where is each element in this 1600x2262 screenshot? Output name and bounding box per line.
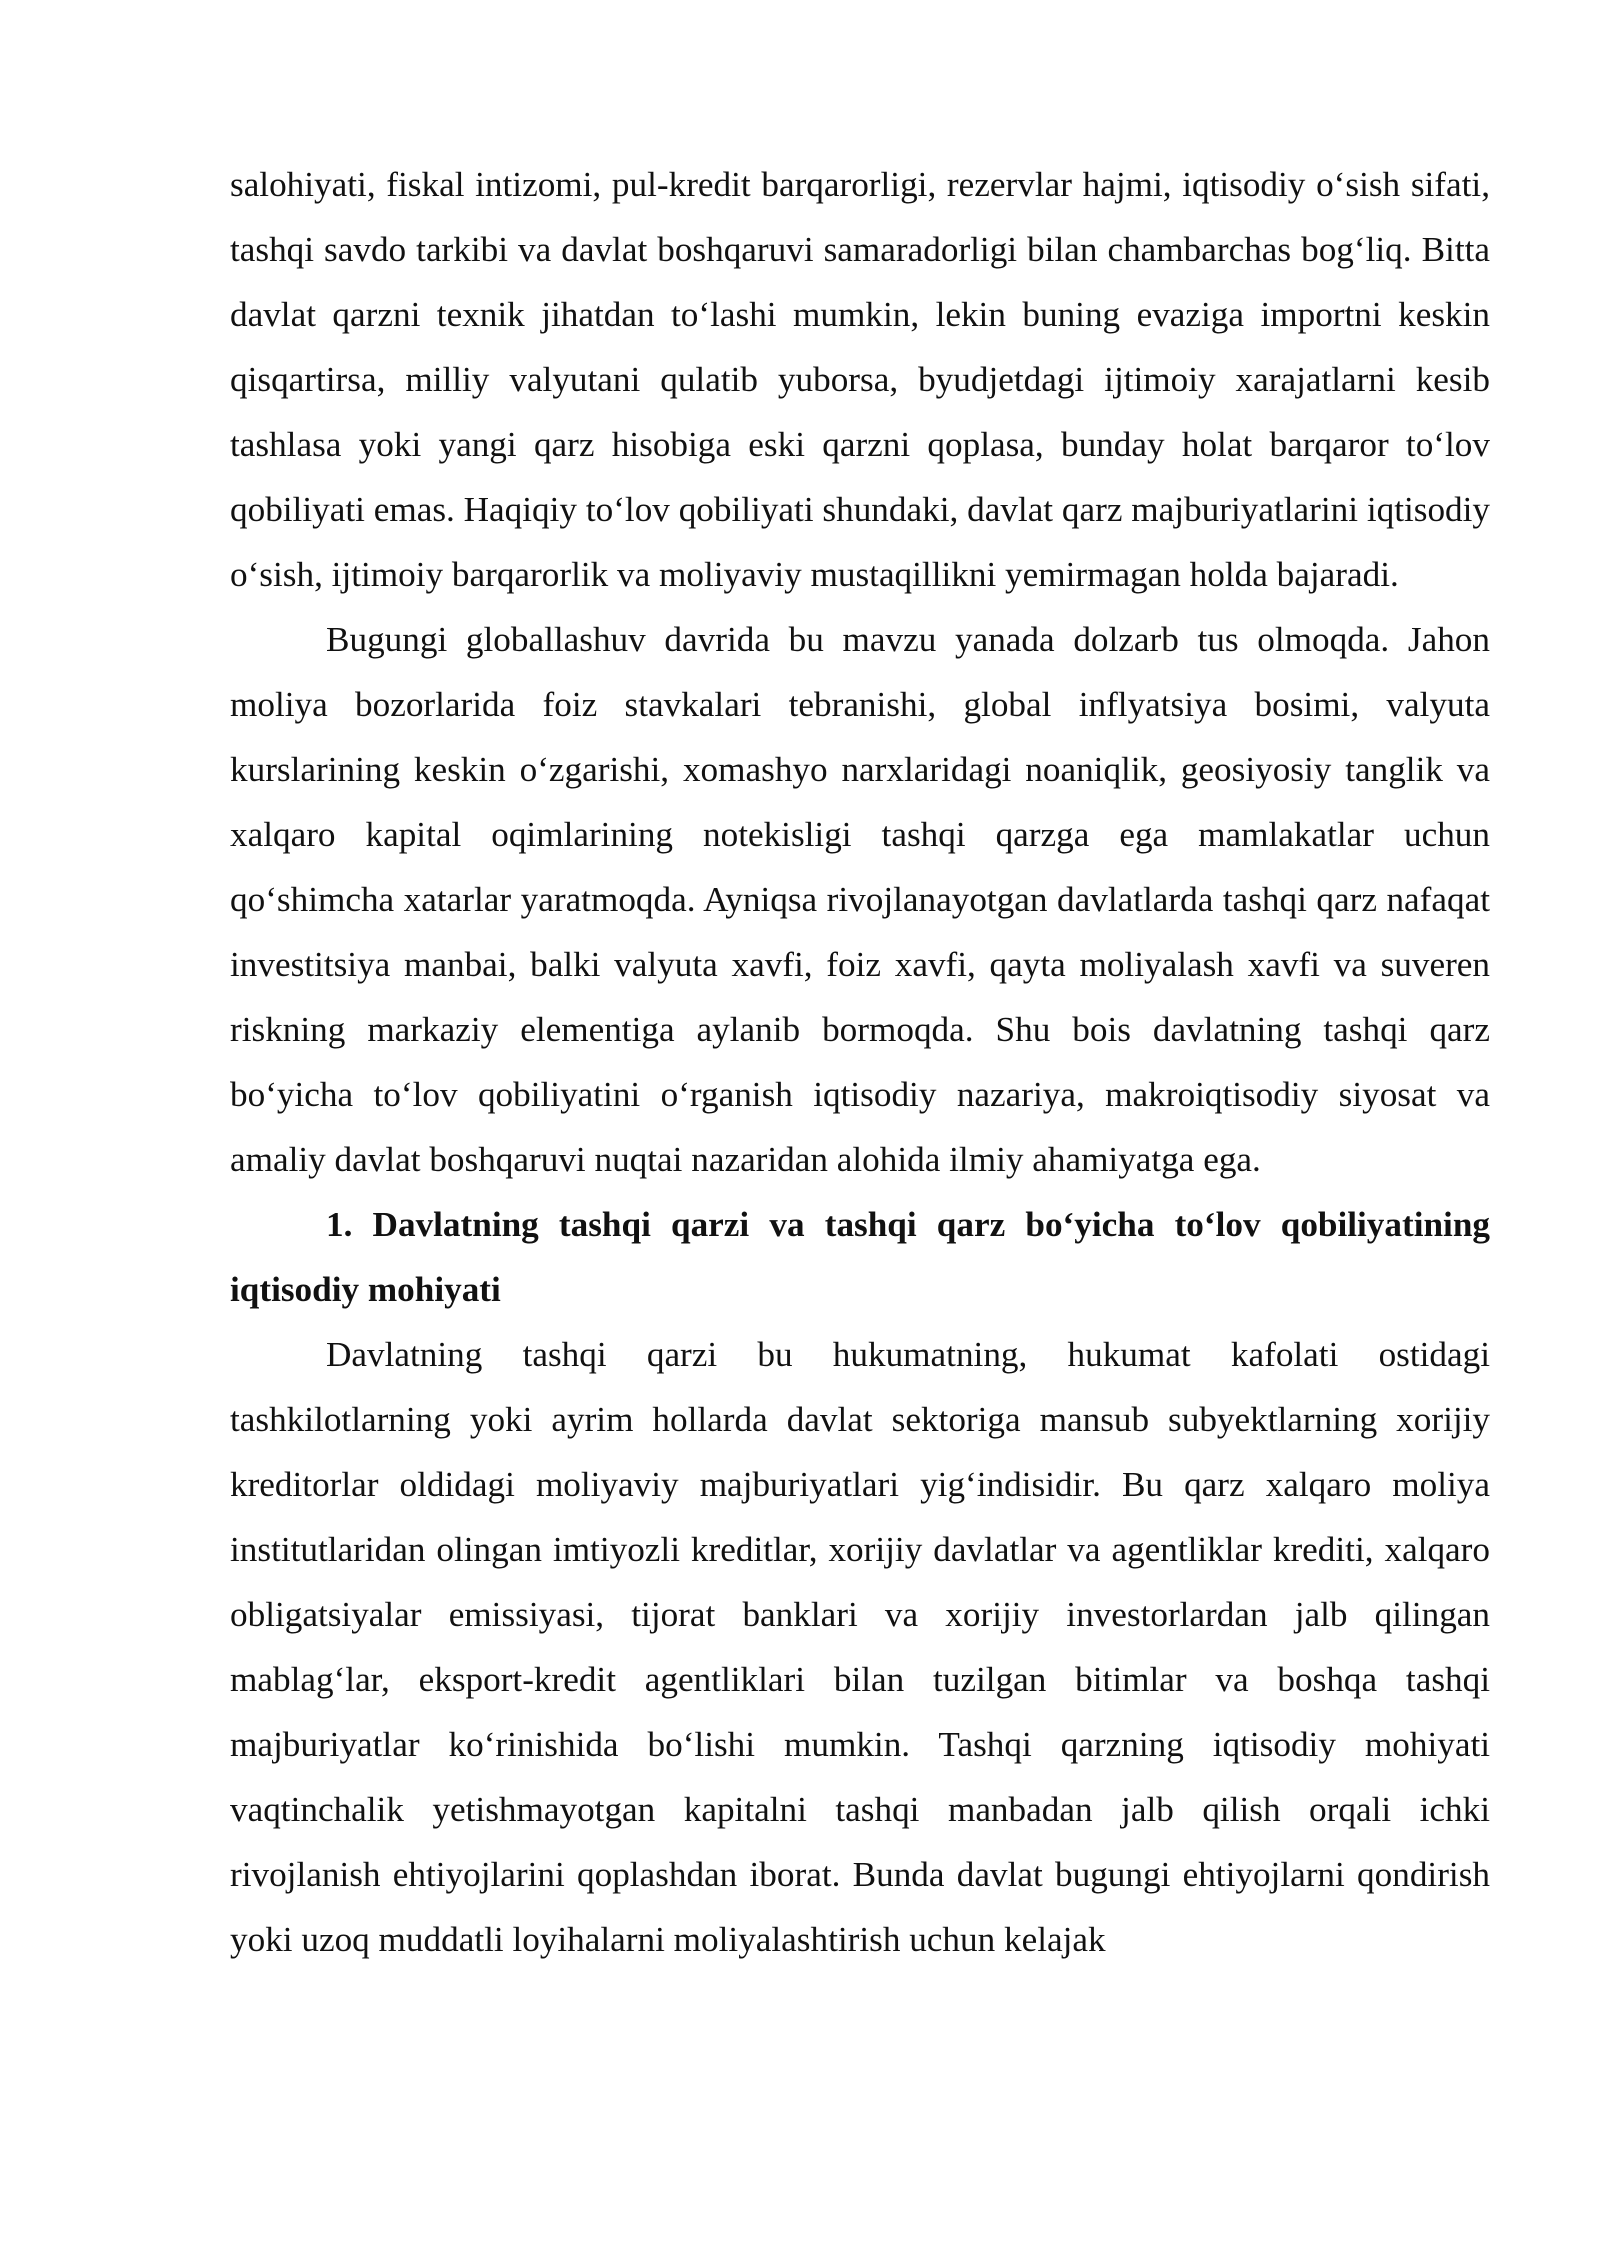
section-heading: 1. Davlatning tashqi qarzi va tashqi qarz bo‘yicha to‘lov qobiliyatining iqtisodiy mohiyati <box>230 1205 1490 1309</box>
body-paragraph: Bugungi globallashuv davrida bu mavzu yanada dolzarb tus olmoqda. Jahon moliya bozorlarida foiz stavkalari tebranishi, global inflyatsiya bosimi, valyuta kurslarining keskin o‘zgarishi, xomashyo narxlaridagi noaniqlik, geosiyosiy tanglik va xalqaro kapital oqimlarining notekisligi tashqi qarzga ega mamlakatlar uchun qo‘shimcha xatarlar yaratmoqda. Ayniqsa rivojlanayotgan davlatlarda tashqi qarz nafaqat investitsiya manbai, balki valyuta xavfi, foiz xavfi, qayta moliyalash xavfi va suveren riskning markaziy elementiga aylanib bormoqda. Shu bois davlatning tashqi qarz bo‘yicha to‘lov qobiliyatini o‘rganish iqtisodiy nazariya, makroiqtisodiy siyosat va amaliy davlat boshqaruvi nuqtai nazaridan alohida ilmiy ahamiyatga ega. <box>230 620 1490 1179</box>
body-paragraph: salohiyati, fiskal intizomi, pul-kredit barqarorligi, rezervlar hajmi, iqtisodiy o‘sish sifati, tashqi savdo tarkibi va davlat boshqaruvi samaradorligi bilan chambarchas bog‘liq. Bitta davlat qarzni texnik jihatdan to‘lashi mumkin, lekin buning evaziga importni keskin qisqartirsa, milliy valyutani qulatib yuborsa, byudjetdagi ijtimoiy xarajatlarni kesib tashlasa yoki yangi qarz hisobiga eski qarzni qoplasa, bunday holat barqaror to‘lov qobiliyati emas. Haqiqiy to‘lov qobiliyati shundaki, davlat qarz majburiyatlarini iqtisodiy o‘sish, ijtimoiy barqarorlik va moliyaviy mustaqillikni yemirmagan holda bajaradi. <box>230 165 1490 594</box>
body-paragraph: Davlatning tashqi qarzi bu hukumatning, hukumat kafolati ostidagi tashkilotlarning yoki ayrim hollarda davlat sektoriga mansub subyektlarning xorijiy kreditorlar oldidagi moliyaviy majburiyatlari yig‘indisidir. Bu qarz xalqaro moliya institutlaridan olingan imtiyozli kreditlar, xorijiy davlatlar va agentliklar krediti, xalqaro obligatsiyalar emissiyasi, tijorat banklari va xorijiy investorlardan jalb qilingan mablag‘lar, eksport-kredit agentliklari bilan tuzilgan bitimlar va boshqa tashqi majburiyatlar ko‘rinishida bo‘lishi mumkin. Tashqi qarzning iqtisodiy mohiyati vaqtinchalik yetishmayotgan kapitalni tashqi manbadan jalb qilish orqali ichki rivojlanish ehtiyojlarini qoplashdan iborat. Bunda davlat bugungi ehtiyojlarni qondirish yoki uzoq muddatli loyihalarni moliyalashtirish uchun kelajak <box>230 1335 1490 1959</box>
document-page <box>230 152 1490 1972</box>
